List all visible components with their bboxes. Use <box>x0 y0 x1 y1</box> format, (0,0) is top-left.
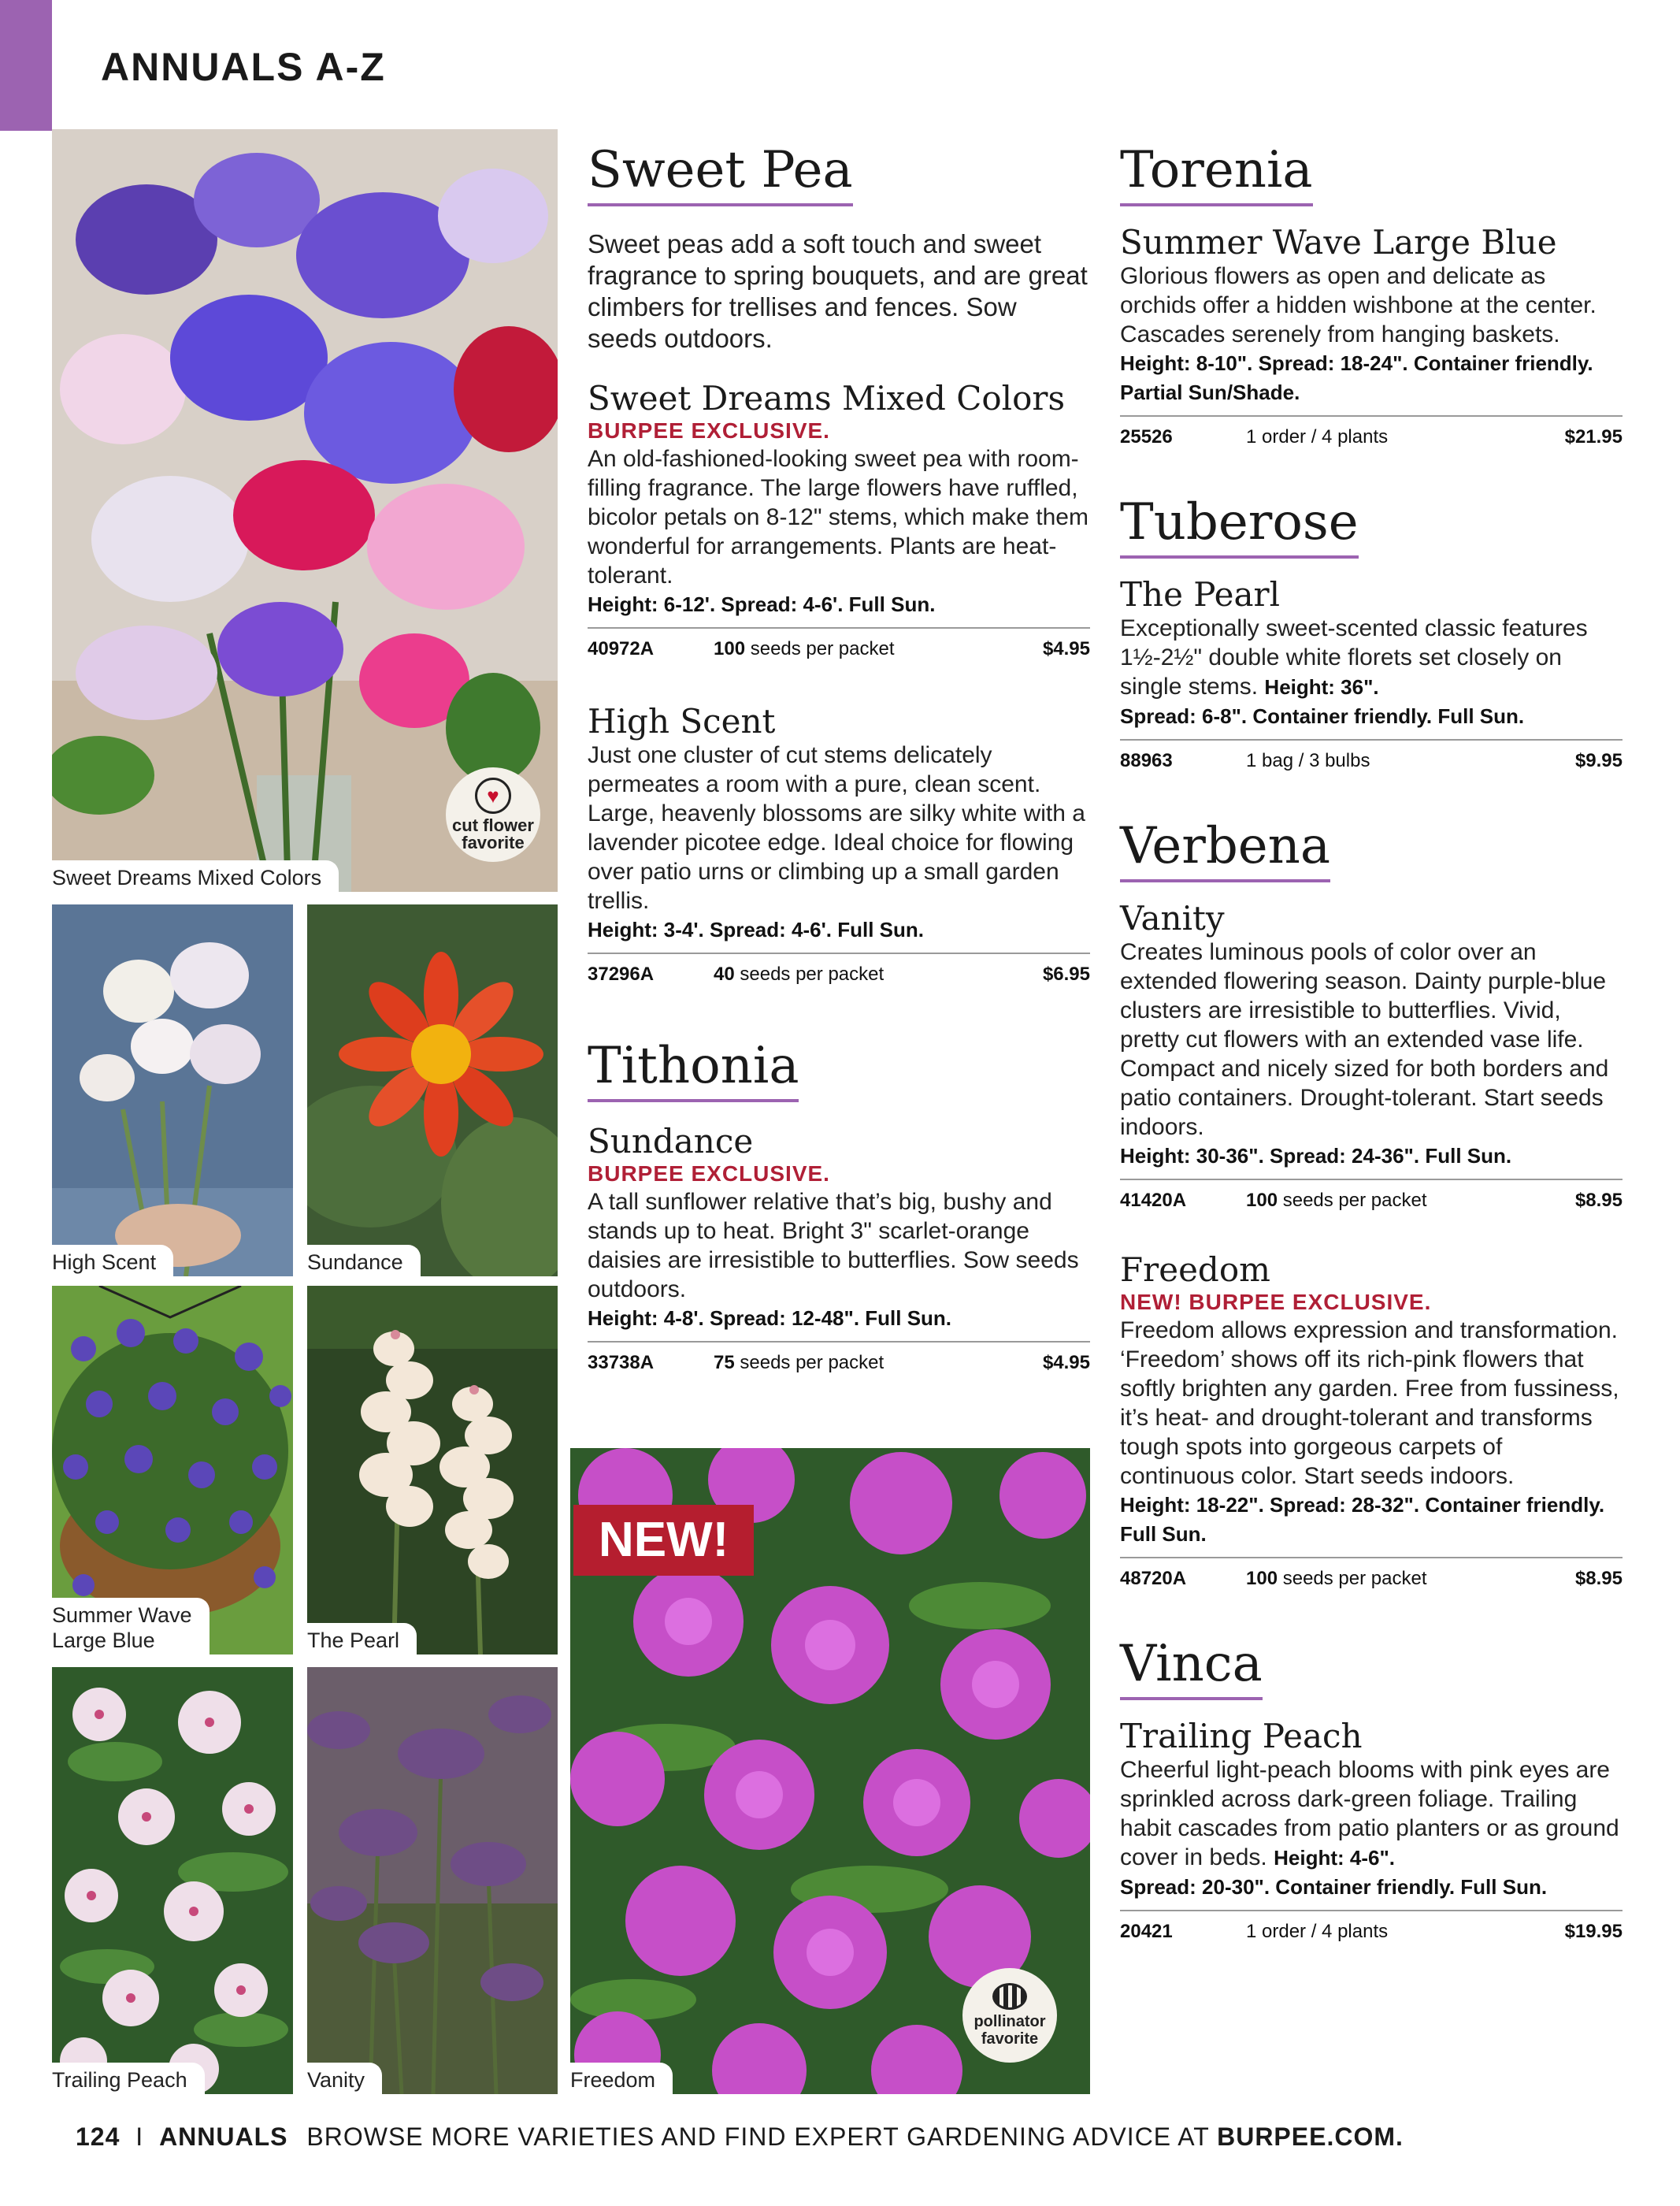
order-row[interactable] <box>1120 1179 1623 1212</box>
order-row[interactable] <box>1120 1557 1623 1590</box>
variety-name: The Pearl <box>1120 575 1281 614</box>
price: $9.95 <box>1574 750 1623 771</box>
variety-specs: Height: 4-8'. Spread: 12-48". Full Sun. <box>588 1306 952 1330</box>
variety-description: Creates luminous pools of color over an extended flowering season. Dainty purple-blue clusters are irresistible to butterflies. Vivid, pretty cut flowers with an extended vase life. Compact and nicely sized for both borders and patio containers. Drought-tolerant. Start seeds indoors. <box>1120 939 1609 1140</box>
price: $19.95 <box>1564 1921 1623 1942</box>
variety-description: Exceptionally sweet-scented classic features 1½-2½" double white florets set closely on single stems. Height: 36". <box>1120 615 1588 700</box>
item-number: 88963 <box>1120 750 1173 771</box>
photo-summer-wave <box>52 1286 293 1654</box>
order-row[interactable] <box>1120 739 1623 772</box>
variety-specs: Height: 3-4'. Spread: 4-6'. Full Sun. <box>588 918 924 941</box>
variety-name: Sweet Dreams Mixed Colors <box>588 379 1066 418</box>
item-number: 33738A <box>588 1352 655 1373</box>
variety-specs: Height: 18-22". Spread: 28-32". Container friendly. Full Sun. <box>1120 1493 1605 1546</box>
quantity: 1 order / 4 plants <box>1246 426 1389 448</box>
price: $8.95 <box>1574 1568 1623 1589</box>
variety-specs: Height: 6-12'. Spread: 4-6'. Full Sun. <box>588 592 936 616</box>
item-number: 20421 <box>1120 1921 1173 1942</box>
photo-caption: Sundance <box>307 1245 421 1276</box>
photo-caption: Trailing Peach <box>52 2063 205 2094</box>
photo-caption: Vanity <box>307 2063 382 2094</box>
badge-label: pollinator favorite <box>974 2013 1046 2048</box>
quantity: 1 order / 4 plants <box>1246 1921 1389 1942</box>
photo-vanity <box>307 1667 558 2094</box>
photo-caption: Sweet Dreams Mixed Colors <box>52 860 339 892</box>
badge-label: cut flower favorite <box>452 815 534 852</box>
variety-description: Glorious flowers as open and delicate as orchids offer a hidden wishbone at the center. Cascades serenely from hanging baskets. <box>1120 263 1597 347</box>
quantity: 100 seeds per packet <box>1246 1190 1427 1211</box>
exclusive-label: BURPEE EXCLUSIVE. <box>588 418 830 443</box>
variety-description: An old-fashioned-looking sweet pea with room-filling fragrance. The large flowers have ruffled, bicolor petals on 8-12" stems, which make them wonderful for arrangements. Plants are heat-tolerant. <box>588 446 1088 589</box>
photo-caption: Freedom <box>570 2063 673 2094</box>
exclusive-label: NEW! BURPEE EXCLUSIVE. <box>1120 1290 1432 1314</box>
photo-high-scent <box>52 904 293 1276</box>
footer-section: ANNUALS <box>159 2122 288 2151</box>
page-number: 124 <box>76 2122 121 2151</box>
price: $8.95 <box>1574 1190 1623 1211</box>
page-footer <box>76 2122 1404 2152</box>
variety-description: Cheerful light-peach blooms with pink eyes are sprinkled across dark-green foliage. Trailing habit cascades from patio planters or as ground cover in beds. Height: 4-6". <box>1120 1757 1619 1870</box>
photo-sundance <box>307 904 558 1276</box>
price: $4.95 <box>1042 638 1090 659</box>
quantity: 40 seeds per packet <box>714 964 885 985</box>
genus-intro: Sweet peas add a soft touch and sweet fragrance to spring bouquets, and are great climbers for trellises and fences. Sow seeds outdoors. <box>588 229 1088 353</box>
item-number: 41420A <box>1120 1190 1187 1211</box>
price: $21.95 <box>1564 426 1623 448</box>
trailing-peach-illustration <box>52 1667 293 2094</box>
genus-heading: Tithonia <box>588 1034 799 1102</box>
price: $6.95 <box>1042 964 1090 985</box>
exclusive-label: BURPEE EXCLUSIVE. <box>588 1161 830 1186</box>
footer-site-link[interactable]: BURPEE.COM. <box>1217 2122 1404 2151</box>
variety-specs: Spread: 6-8". Container friendly. Full Sun. <box>1120 704 1525 728</box>
right-column <box>1120 139 1623 1943</box>
order-row[interactable] <box>588 1341 1090 1374</box>
photo-freedom <box>570 1448 1090 2094</box>
section-title: ANNUALS A-Z <box>101 45 386 89</box>
variety-specs: Height: 8-10". Spread: 18-24". Container friendly. Partial Sun/Shade. <box>1120 351 1593 404</box>
quantity: 100 seeds per packet <box>1246 1568 1427 1589</box>
variety-description: Freedom allows expression and transformation. ‘Freedom’ shows off its rich-pink flowers that softly brighten any garden. Free from fussiness, it’s heat- and drought-tolerant and transforms tough spots into gorgeous carpets of continuous color. Start seeds indoors. <box>1120 1317 1619 1489</box>
price: $4.95 <box>1042 1352 1090 1373</box>
heart-flower-icon: ♥ <box>475 778 511 814</box>
photo-sweet-dreams <box>52 129 558 892</box>
item-number: 37296A <box>588 964 655 985</box>
photo-trailing-peach <box>52 1667 293 2094</box>
item-number: 48720A <box>1120 1568 1187 1589</box>
pollinator-favorite-badge <box>962 1968 1057 2063</box>
footer-tagline: BROWSE MORE VARIETIES AND FIND EXPERT GARDENING ADVICE AT <box>306 2122 1210 2151</box>
the-pearl-illustration <box>307 1286 558 1654</box>
variety-description: A tall sunflower relative that’s big, bushy and stands up to heat. Bright 3" scarlet-orange daisies are irresistible to butterflies. Sow seeds outdoors. <box>588 1189 1079 1302</box>
bee-icon <box>992 1983 1027 2010</box>
item-number: 25526 <box>1120 426 1173 448</box>
item-number: 40972A <box>588 638 655 659</box>
variety-name: Freedom <box>1120 1250 1270 1289</box>
variety-specs: Spread: 20-30". Container friendly. Full Sun. <box>1120 1875 1548 1899</box>
vanity-illustration <box>307 1667 558 2094</box>
quantity: 1 bag / 3 bulbs <box>1246 750 1370 771</box>
order-row[interactable] <box>1120 415 1623 448</box>
variety-description: Just one cluster of cut stems delicately permeates a room with a pure, clean scent. Large, heavenly blossoms are silky white with a lavender picotee edge. Ideal choice for flowing over patio urns or climbing up a small garden trellis. <box>588 742 1085 914</box>
photo-caption: The Pearl <box>307 1623 417 1654</box>
genus-heading: Verbena <box>1120 815 1330 882</box>
photo-caption: High Scent <box>52 1245 173 1276</box>
footer-divider: I <box>135 2122 144 2151</box>
quantity: 100 seeds per packet <box>714 638 895 659</box>
variety-specs: Height: 30-36". Spread: 24-36". Full Sun. <box>1120 1144 1512 1168</box>
genus-heading: Sweet Pea <box>588 139 853 206</box>
quantity: 75 seeds per packet <box>714 1352 885 1373</box>
variety-specs-inline: Height: 36". <box>1264 675 1379 699</box>
genus-heading: Vinca <box>1120 1632 1263 1700</box>
variety-specs-inline: Height: 4-6". <box>1274 1846 1396 1870</box>
photo-the-pearl <box>307 1286 558 1654</box>
order-row[interactable] <box>1120 1910 1623 1943</box>
variety-name: Trailing Peach <box>1120 1717 1363 1755</box>
variety-name: Vanity <box>1120 899 1225 938</box>
cut-flower-favorite-badge <box>446 767 540 862</box>
genus-heading: Torenia <box>1120 139 1313 206</box>
variety-name: Sundance <box>588 1122 754 1161</box>
variety-name: Summer Wave Large Blue <box>1120 223 1557 262</box>
variety-name: High Scent <box>588 702 776 741</box>
section-tab-strip <box>0 0 52 131</box>
photo-caption: Summer Wave Large Blue <box>52 1598 210 1654</box>
sundance-illustration <box>307 904 558 1276</box>
high-scent-illustration <box>52 904 293 1276</box>
new-banner: NEW! <box>573 1505 754 1576</box>
order-row[interactable] <box>588 627 1090 660</box>
genus-heading: Tuberose <box>1120 491 1359 559</box>
order-row[interactable] <box>588 953 1090 986</box>
middle-column <box>588 139 1090 1374</box>
